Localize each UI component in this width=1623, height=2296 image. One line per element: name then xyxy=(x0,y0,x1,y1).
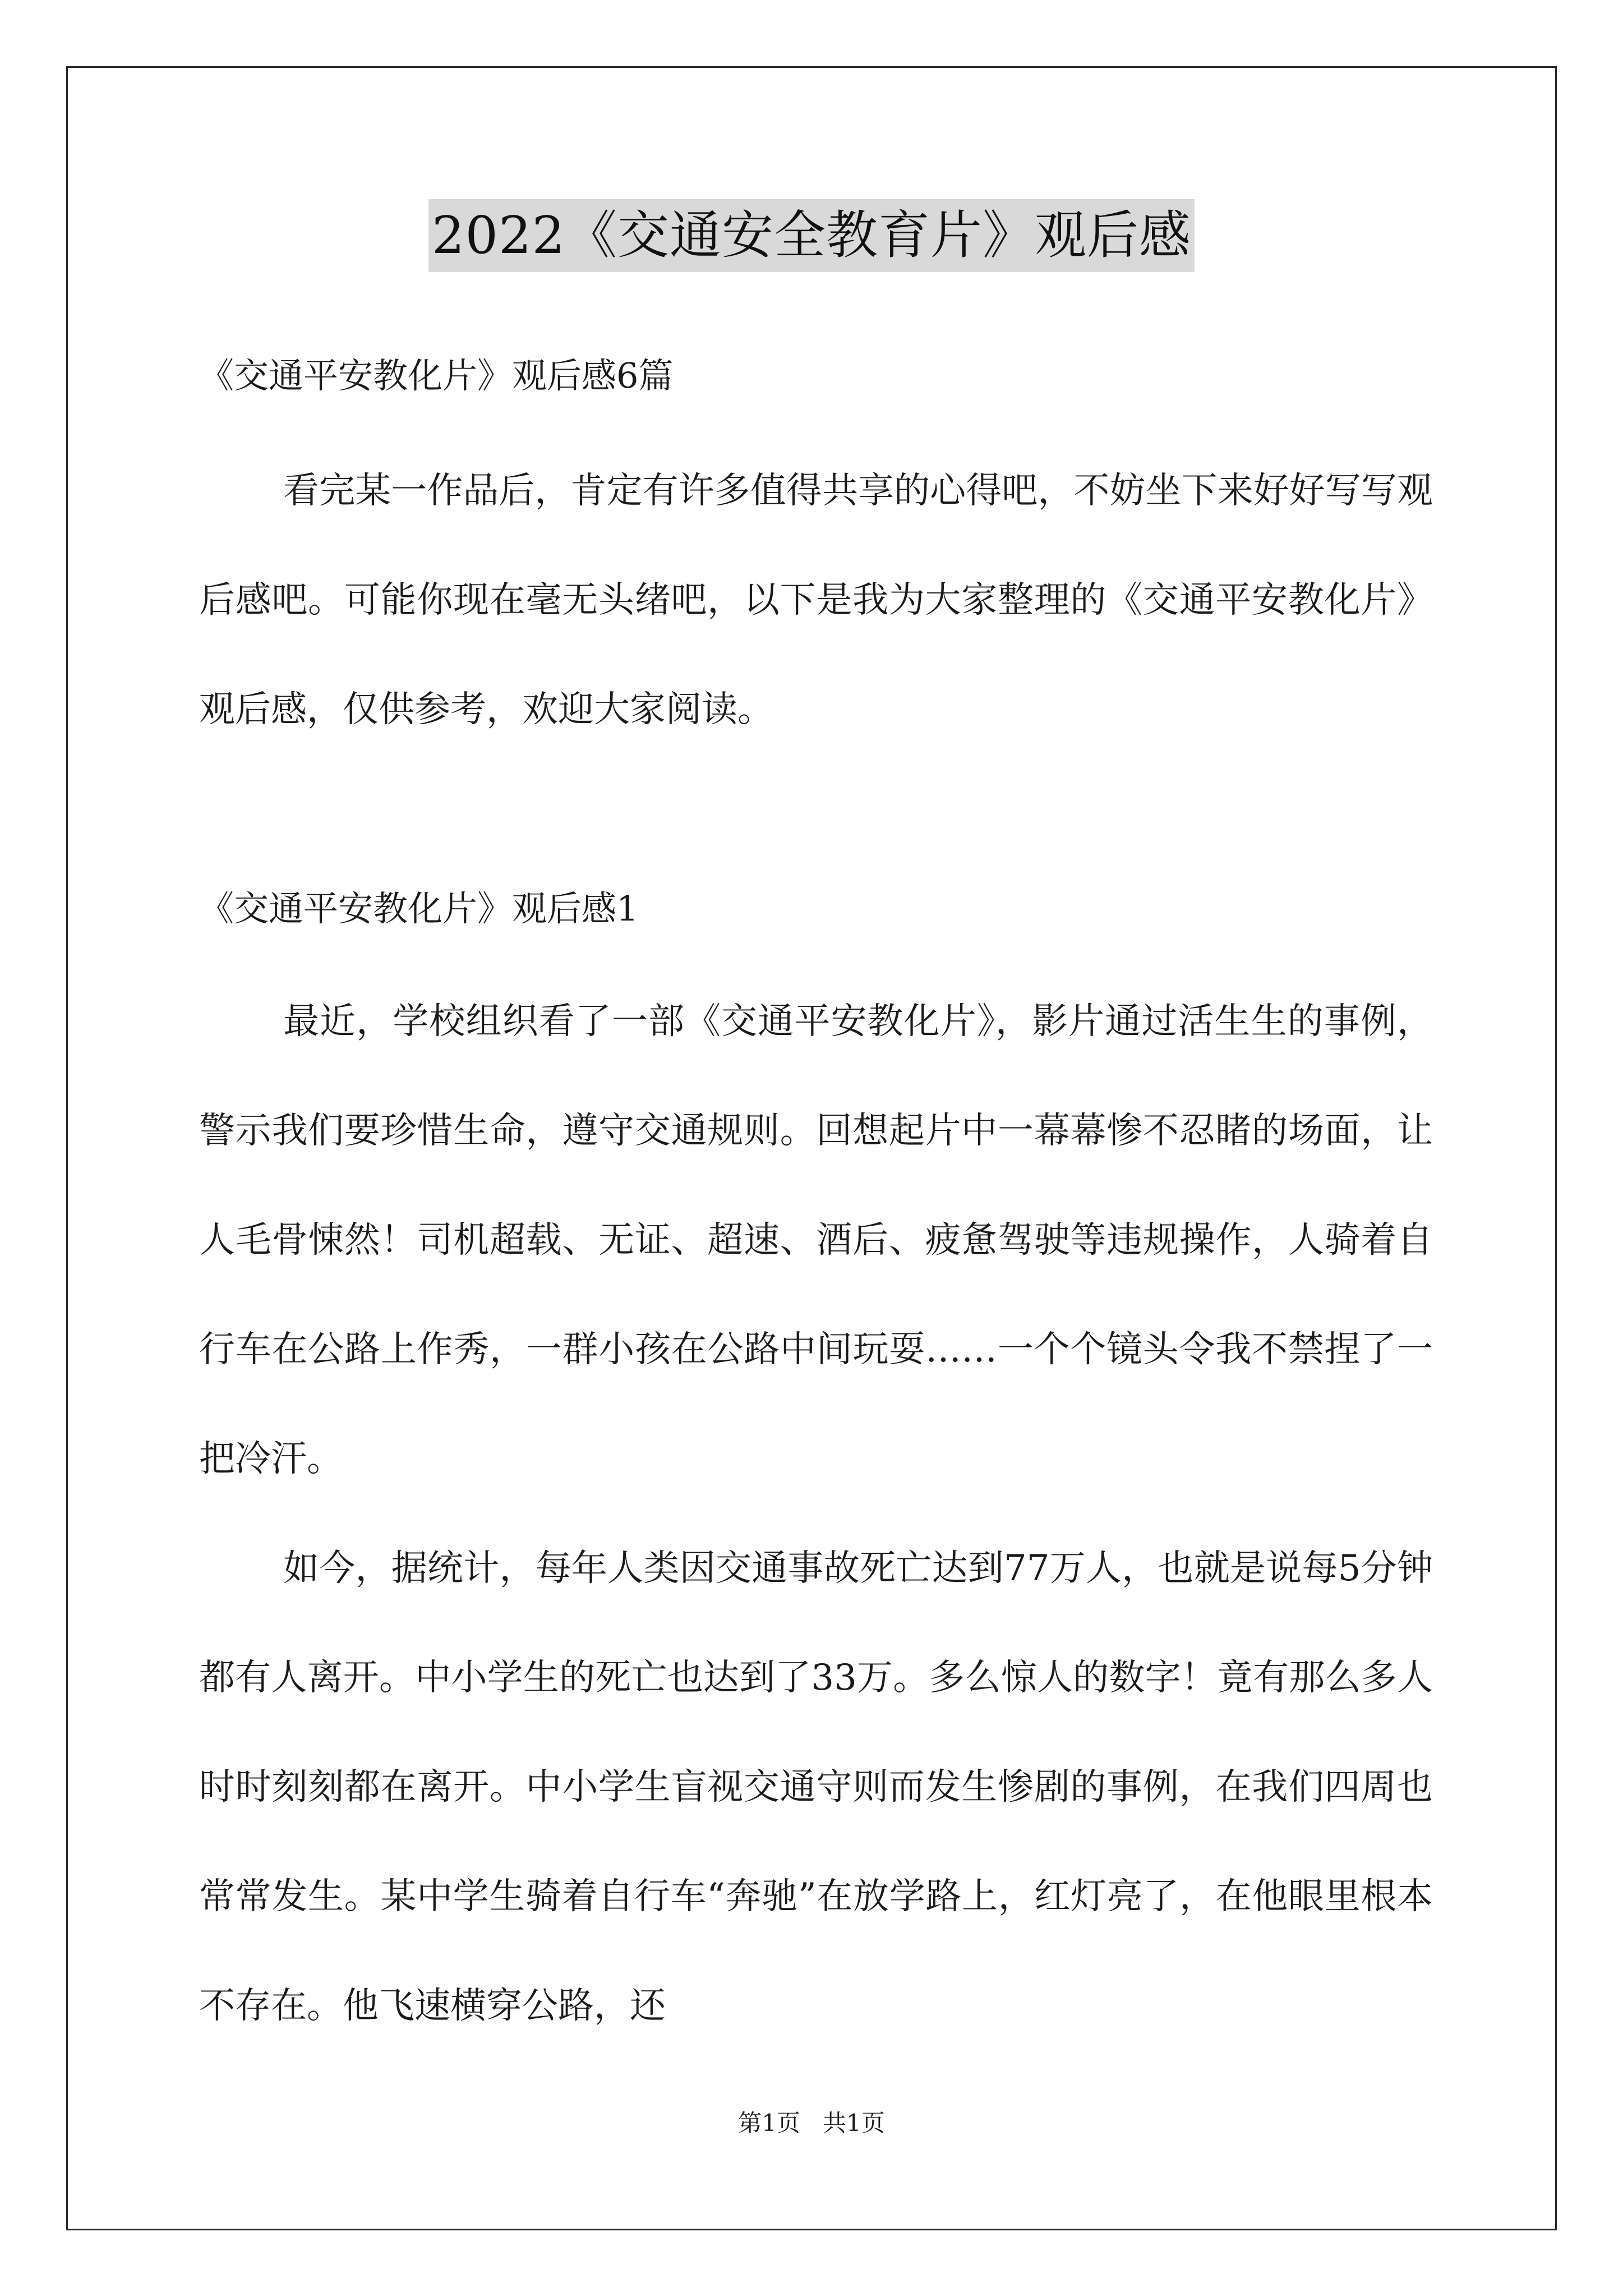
section-1-body xyxy=(199,967,1433,2061)
title-container xyxy=(0,199,1623,272)
section-1-paragraph-1: 最近，学校组织看了一部《交通平安教化片》，影片通过活生生的事例，警示我们要珍惜生命，遵守交通规则。回想起片中一幕幕惨不忍睹的场面，让人毛骨悚然！司机超载、无证、超速、酒后、疲惫驾驶等违规操作，人骑着自行车在公路上作秀，一群小孩在公路中间玩耍……一个个镜头令我不禁捏了一把冷汗。 xyxy=(199,1001,1433,1480)
section-1-heading: 《交通平安教化片》观后感1 xyxy=(199,888,639,929)
document-title: 2022《交通安全教育片》观后感 xyxy=(428,199,1195,272)
intro-heading: 《交通平安教化片》观后感6篇 xyxy=(199,355,674,396)
intro-paragraph: 看完某一作品后，肯定有许多值得共享的心得吧，不妨坐下来好好写写观后感吧。可能你现在毫无头绪吧，以下是我为大家整理的《交通平安教化片》观后感，仅供参考，欢迎大家阅读。 xyxy=(199,470,1433,730)
page-footer: 第1页 共1页 xyxy=(738,2109,885,2137)
section-1-paragraph-2: 如今，据统计，每年人类因交通事故死亡达到77万人，也就是说每5分钟都有人离开。中小学生的死亡也达到了33万。多么惊人的数字！竟有那么多人时时刻刻都在离开。中小学生盲视交通守则而发生惨剧的事例，在我们四周也常常发生。某中学生骑着自行车“奔驰”在放学路上，红灯亮了，在他眼里根本不存在。他飞速横穿公路，还 xyxy=(199,1548,1433,2027)
intro-section xyxy=(199,436,1433,765)
